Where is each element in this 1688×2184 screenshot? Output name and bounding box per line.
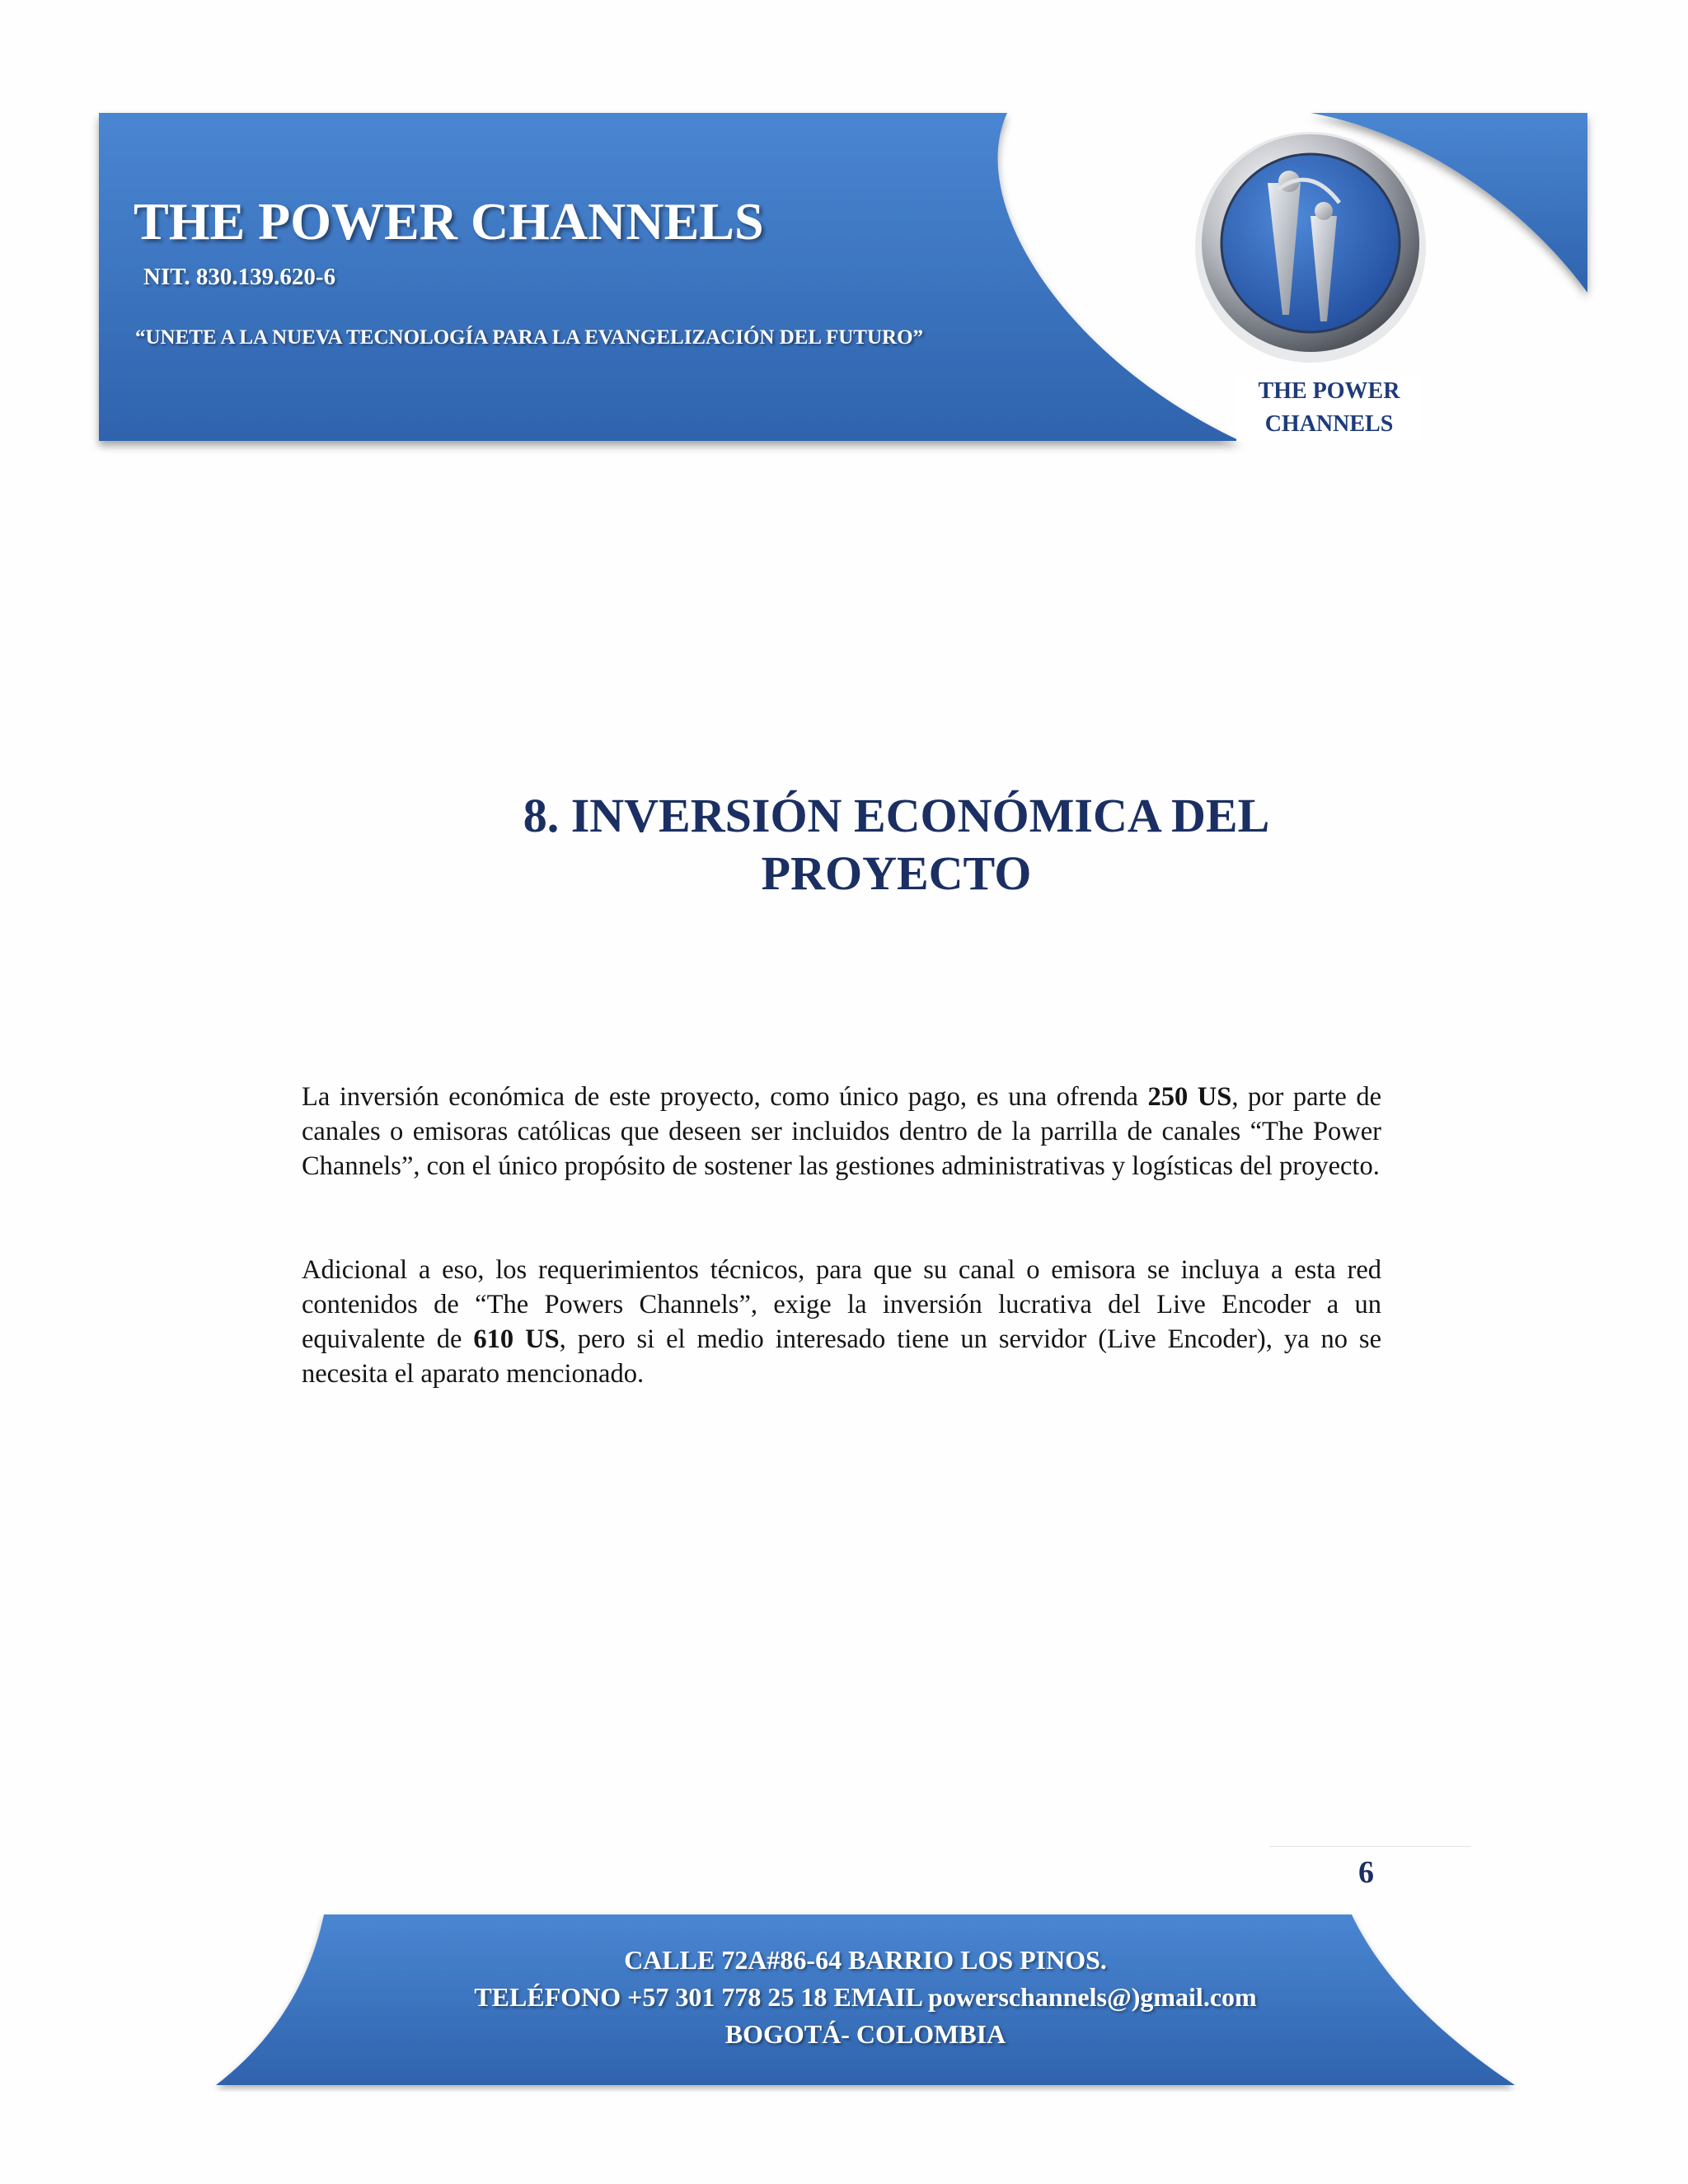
paragraph-text: , pero si el medio interesado tiene un servidor (Live Encoder), ya no se necesita el aparato mencionado. [302, 1324, 1382, 1389]
footer-city: BOGOTÁ- COLOMBIA [724, 2019, 1006, 2049]
company-nit: NIT. 830.139.620-6 [143, 264, 336, 290]
amount-610: 610 US [473, 1324, 560, 1354]
paragraph-technical [302, 1253, 1381, 1391]
paragraph-text: La inversión económica de este proyecto, como único pago, es una ofrenda [302, 1082, 1148, 1112]
logo-caption-line1: THE POWER [1258, 378, 1400, 404]
page-number: 6 [1358, 1855, 1374, 1890]
section-title [247, 787, 1545, 902]
paragraph-text: , por parte de canales o emisoras católicas que deseen ser incluidos dentro de la parrilla de canales “The Power Channels”, con el único propósito de sostener las gestiones administrativas y logísticas del proyecto. [302, 1082, 1382, 1181]
amount-250: 250 US [1147, 1082, 1232, 1112]
company-slogan: “UNETE A LA NUEVA TECNOLOGÍA PARA LA EVANGELIZACIÓN DEL FUTURO” [135, 326, 924, 349]
footer-address: CALLE 72A#86-64 BARRIO LOS PINOS. [624, 1945, 1107, 1975]
company-name: THE POWER CHANNELS [134, 192, 764, 251]
section-title-line1: 8. INVERSIÓN ECONÓMICA DEL [523, 789, 1270, 842]
logo-caption [1236, 375, 1422, 441]
page-number-rule [1269, 1846, 1471, 1847]
paragraph-text: Adicional a eso, los requerimientos técnicos, para que su canal o emisora se incluya a esta red contenidos de “The Powers Channels”, exige la inversión lucrativa del Live Encoder a un equivalente de [302, 1255, 1381, 1354]
section-title-line2: PROYECTO [761, 846, 1032, 900]
logo-caption-line2: CHANNELS [1264, 411, 1394, 437]
paragraph-investment [302, 1080, 1381, 1183]
power-channels-logo-icon [1187, 124, 1434, 371]
footer-contact: TELÉFONO +57 301 778 25 18 EMAIL powerschannels@)gmail.com [474, 1982, 1257, 2012]
